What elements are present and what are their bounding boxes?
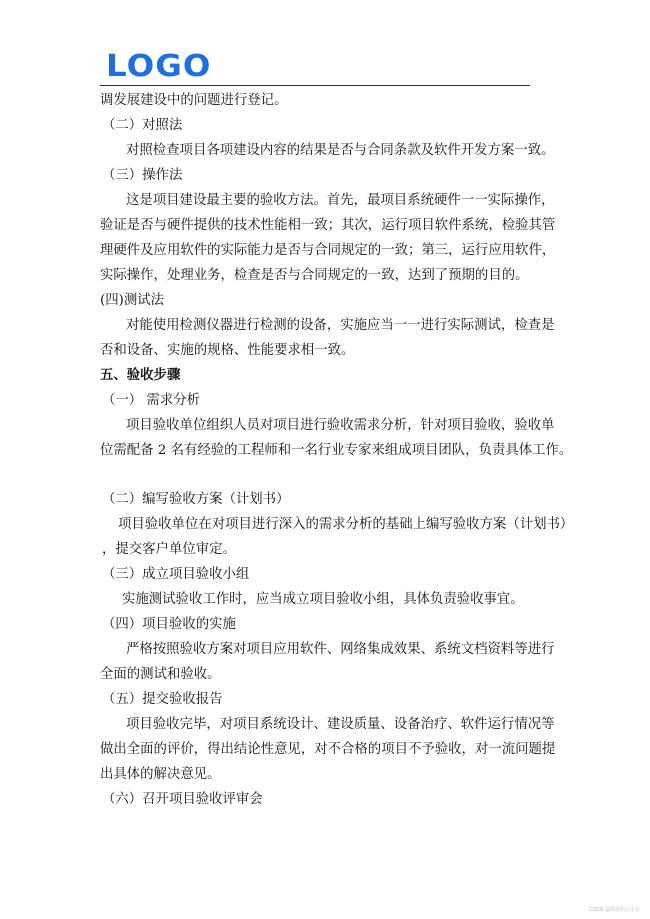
paragraph-line: 验证是否与硬件提供的技术性能相一致；其次，运行项目软件系统，检验其管 xyxy=(100,218,556,233)
paragraph-line: ，提交客户单位审定。 xyxy=(102,542,236,557)
paragraph-line: 位需配备 2 名有经验的工程师和一名行业专家来组成项目团队，负责具体工作。 xyxy=(100,443,573,458)
section-heading: （三）成立项目验收小组 xyxy=(102,567,250,582)
paragraph-line: 出具体的解决意见。 xyxy=(100,767,221,782)
document-body xyxy=(100,88,574,812)
section-heading: （五）提交验收报告 xyxy=(102,692,223,707)
section-heading: (四)测试法 xyxy=(100,293,165,308)
paragraph-line: 全面的测试和验收。 xyxy=(100,667,221,682)
logo: LOGO xyxy=(106,49,212,84)
section-heading: （二）编写验收方案（计划书） xyxy=(102,492,290,507)
paragraph-line: 做出全面的评价，得出结论性意见，对不合格的项目不予验收，对一流问题提 xyxy=(100,742,556,757)
chapter-heading: 五、验收步骤 xyxy=(100,367,181,383)
paragraph-line: 实际操作，处理业务，检查是否与合同规定的一致，达到了预期的目的。 xyxy=(100,268,529,283)
paragraph-line: 项目验收单位在对项目进行深入的需求分析的基础上编写验收方案（计划书） xyxy=(118,517,574,532)
section-heading: （二）对照法 xyxy=(102,118,183,133)
section-heading: （一） 需求分析 xyxy=(102,393,200,408)
paragraph-line: 调发展建设中的问题进行登记。 xyxy=(100,93,288,108)
paragraph-line: 对能使用检测仪器进行检测的设备，实施应当一一进行实际测试，检查是 xyxy=(126,318,555,333)
paragraph-line: 项目验收完毕，对项目系统设计、建设质量、设备治疗、软件运行情况等 xyxy=(126,717,555,732)
paragraph-line: 对照检查项目各项建设内容的结果是否与合同条款及软件开发方案一致。 xyxy=(126,143,555,158)
paragraph-line: 理硬件及应用软件的实际能力是否与合同规定的一致；第三，运行应用软件， xyxy=(100,243,556,258)
paragraph-line: 严格按照验收方案对项目应用软件、网络集成效果、系统文档资料等进行 xyxy=(126,642,555,657)
header-rule xyxy=(100,85,530,86)
paragraph-line: 实施测试验收工作时，应当成立项目验收小组，具体负责验收事宜。 xyxy=(122,592,524,607)
blank-line xyxy=(100,463,560,487)
section-heading: （四）项目验收的实施 xyxy=(102,617,236,632)
section-heading: （三）操作法 xyxy=(102,168,183,183)
watermark: CSDN @数据和云平台 xyxy=(589,907,640,913)
section-heading: （六）召开项目验收评审会 xyxy=(102,792,263,807)
paragraph-line: 项目验收单位组织人员对项目进行验收需求分析，针对项目验收，验收单 xyxy=(126,418,555,433)
paragraph-line: 否和设备、实施的规格、性能要求相一致。 xyxy=(100,343,355,358)
paragraph-line: 这是项目建设最主要的验收方法。首先，最项目系统硬件一一实际操作， xyxy=(126,193,555,208)
